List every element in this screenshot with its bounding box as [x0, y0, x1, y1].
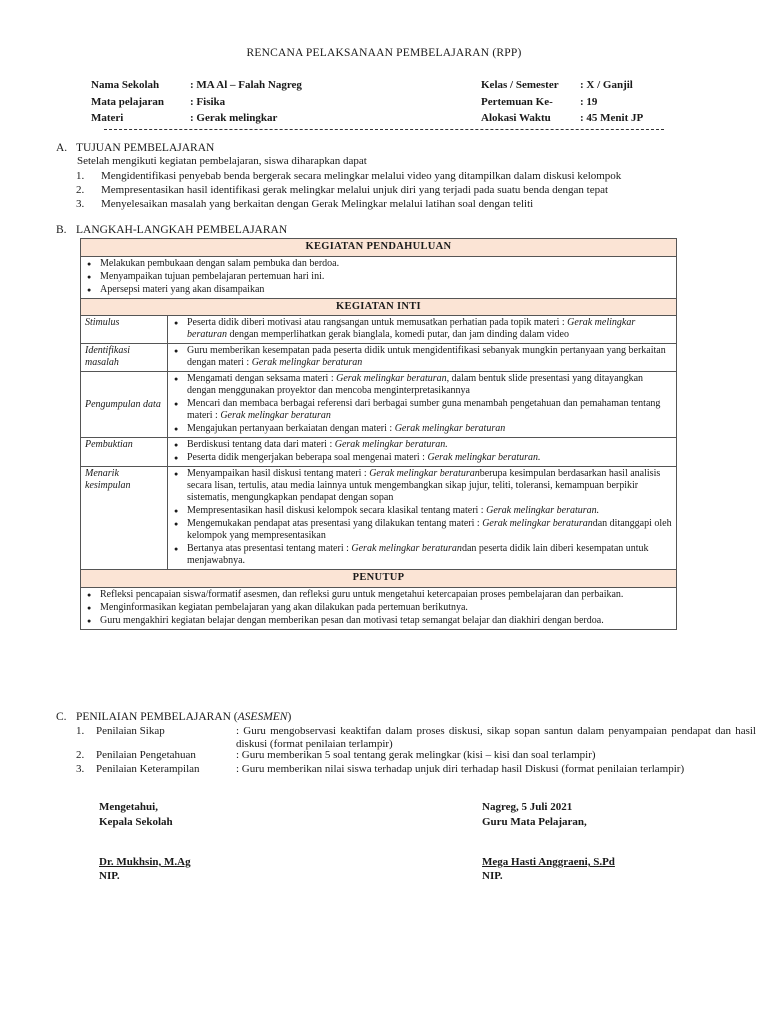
penutup-cell — [81, 587, 677, 629]
document-title: RENCANA PELAKSANAAN PEMBELAJARAN (RPP) — [246, 47, 522, 59]
info-value-school: : MA Al – Falah Nagreg — [190, 79, 302, 91]
identifikasi-cell — [168, 344, 677, 372]
pembuktian-label: Pembuktian — [81, 438, 168, 467]
objective-item: 3. Menyelesaikan masalah yang berkaitan dengan Gerak Melingkar melalui latihan soal dengan teliti — [76, 198, 534, 210]
info-value-time: : 45 Menit JP — [580, 112, 644, 124]
teacher-name: Mega Hasti Anggraeni, S.Pd — [482, 856, 615, 868]
assessment-item: 1. Penilaian Sikap — [76, 725, 165, 737]
section-a-heading: A. TUJUAN PEMBELAJARAN — [56, 142, 215, 154]
info-label-class: Kelas / Semester — [481, 79, 559, 91]
list-item: ● Mencari dan membaca berbagai referensi dari berbagai sumber guna menambah pengetahuan dan pemahaman tentang materi : Gerak melingkar beraturan — [172, 398, 672, 422]
info-label-school: Nama Sekolah — [91, 79, 160, 91]
list-item: ● Menyampaikan tujuan pembelajaran pertemuan hari ini. — [85, 271, 672, 283]
list-item: ● Mengemukakan pendapat atas presentasi yang dilakukan tentang materi : Gerak melingkar beraturandan ditanggapi oleh kelompok yang mempresentasikan — [172, 518, 672, 542]
assessment-desc-sikap: : Guru mengobservasi keaktifan dalam proses diskusi, sikap sopan santun dalam penyampaian pendapat dan hasil diskusi (format penilaian terlampir) — [236, 725, 756, 751]
info-label-meeting: Pertemuan Ke- — [481, 96, 553, 108]
section-a-intro: Setelah mengikuti kegiatan pembelajaran, siswa diharapkan dapat — [77, 155, 367, 167]
assessment-item: 2. Penilaian Pengetahuan — [76, 749, 196, 761]
stimulus-cell — [168, 316, 677, 344]
pengumpulan-cell — [168, 372, 677, 438]
info-value-meeting: : 19 — [580, 96, 598, 108]
section-c-heading: C. PENILAIAN PEMBELAJARAN (ASESMEN) — [56, 711, 292, 723]
list-item: ● Melakukan pembukaan dengan salam pembuka dan berdoa. — [85, 258, 672, 270]
info-label-material: Materi — [91, 112, 124, 124]
pembuktian-cell — [168, 438, 677, 467]
list-item: ● Peserta didik diberi motivasi atau rangsangan untuk memusatkan perhatian pada topik materi : Gerak melingkar beraturan dengan memperlihatkan gerak bianglala, komedi putar, dan jam dinding dalam video — [172, 317, 672, 341]
list-item: ● Refleksi pencapaian siswa/formatif asesmen, dan refleksi guru untuk mengetahui ketercapaian proses pembelajaran dan perbaikan. — [85, 589, 672, 601]
info-right — [481, 79, 681, 129]
identifikasi-label: Identifikasi masalah — [81, 344, 168, 372]
list-item: ● Menginformasikan kegiatan pembelajaran yang akan dilakukan pada pertemuan berikutnya. — [85, 602, 672, 614]
objective-item: 2. Mempresentasikan hasil identifikasi gerak melingkar melalui unjuk diri yang terjadi pada suatu benda dengan tepat — [76, 184, 609, 196]
assessment-desc-pengetahuan: : Guru memberikan 5 soal tentang gerak melingkar (kisi – kisi dan soal terlampir) — [236, 749, 596, 761]
list-item: ● Guru memberikan kesempatan pada peserta didik untuk mengidentifikasi sebanyak mungkin pertanyaan yang berkaitan dengan materi : Gerak melingkar beraturan — [172, 345, 672, 369]
section-b-heading: B. LANGKAH-LANGKAH PEMBELAJARAN — [56, 224, 288, 236]
pendahuluan-header: KEGIATAN PENDAHULUAN — [81, 239, 677, 257]
info-label-subject: Mata pelajaran — [91, 96, 165, 108]
teacher-nip: NIP. — [482, 870, 503, 882]
pendahuluan-cell — [81, 256, 677, 298]
list-item: ● Apersepsi materi yang akan disampaikan — [85, 284, 672, 296]
info-value-class: : X / Ganjil — [580, 79, 633, 91]
headmaster-nip: NIP. — [99, 870, 120, 882]
dashed-divider — [104, 129, 664, 130]
stimulus-label: Stimulus — [81, 316, 168, 344]
info-left — [91, 79, 311, 129]
list-item: ● Menyampaikan hasil diskusi tentang materi : Gerak melingkar beraturanberupa kesimpulan berdasarkan hasil analisis secara lisan, tertulis, atau media lainnya untuk mengembangkan sikap jujur, teliti, toleransi, kemampuan berpikir sistematis, mengungkapkan pendapat dengan sopan — [172, 468, 672, 504]
assessment-item: 3. Penilaian Keterampilan — [76, 763, 200, 775]
list-item: ● Bertanya atas presentasi tentang materi : Gerak melingkar beraturandan peserta didik lain diberi kesempatan untuk menjawabnya. — [172, 543, 672, 567]
menarik-cell — [168, 467, 677, 570]
info-label-time: Alokasi Waktu — [481, 112, 551, 124]
signature-right-line1: Nagreg, 5 Juli 2021 — [482, 801, 573, 813]
menarik-label: Menarik kesimpulan — [81, 467, 168, 570]
list-item: ● Mengamati dengan seksama materi : Gerak melingkar beraturan, dalam bentuk slide presentasi yang ditayangkan dengan menggunakan proyektor dan mencoba menginterpretasikannya — [172, 373, 672, 397]
penutup-header: PENUTUP — [81, 570, 677, 588]
info-value-material: : Gerak melingkar — [190, 112, 278, 124]
assessment-desc-keterampilan: : Guru memberikan nilai siswa terhadap unjuk diri terhadap hasil Diskusi (format penilaian terlampir) — [236, 763, 685, 775]
list-item: ● Berdiskusi tentang data dari materi : Gerak melingkar beraturan. — [172, 439, 672, 451]
info-value-subject: : Fisika — [190, 96, 226, 108]
signature-right-line2: Guru Mata Pelajaran, — [482, 816, 587, 828]
list-item: ● Guru mengakhiri kegiatan belajar dengan memberikan pesan dan motivasi tetap semangat belajar dan diakhiri dengan berdoa. — [85, 615, 672, 627]
learning-steps-table — [80, 238, 677, 630]
list-item: ● Mengajukan pertanyaan berkaiatan dengan materi : Gerak melingkar beraturan — [172, 423, 672, 435]
list-item: ● Mempresentasikan hasil diskusi kelompok secara klasikal tentang materi : Gerak melingkar beraturan. — [172, 505, 672, 517]
inti-header: KEGIATAN INTI — [81, 298, 677, 316]
signature-left-line1: Mengetahui, — [99, 801, 158, 813]
signature-left-line2: Kepala Sekolah — [99, 816, 173, 828]
pengumpulan-label: Pengumpulan data — [81, 372, 168, 438]
headmaster-name: Dr. Mukhsin, M.Ag — [99, 856, 191, 868]
objective-item: 1. Mengidentifikasi penyebab benda bergerak secara melingkar melalui video yang ditampilkan dalam diskusi kelompok — [76, 170, 622, 182]
list-item: ● Peserta didik mengerjakan beberapa soal mengenai materi : Gerak melingkar beraturan. — [172, 452, 672, 464]
